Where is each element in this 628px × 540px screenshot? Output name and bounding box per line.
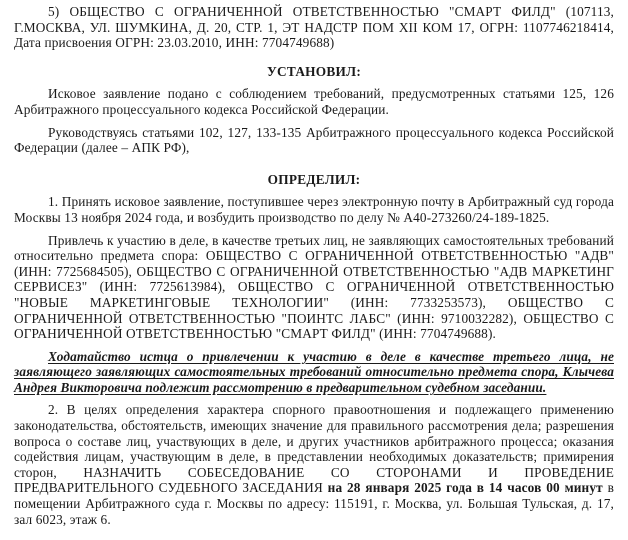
spacer (14, 342, 614, 349)
spacer (14, 187, 614, 194)
paragraph-guided-by: Руководствуясь статьями 102, 127, 133-135 Арбитражного процессуального кодекса Российской Федерации (далее – АПК РФ), (14, 124, 614, 156)
paragraph-item-2-suffix: в помещении Арбитражного суда г. Москвы по адресу: 115191, г. Москва, ул. Большая Тульская, д. 17, зал 6023, этаж 6. (14, 480, 614, 527)
paragraph-third-parties: Привлечь к участию в деле, в качестве третьих лиц, не заявляющих самостоятельных требований относительно предмета спора: ОБЩЕСТВО С ОГРАНИЧЕННОЙ ОТВЕТСТВЕННОСТЬЮ "АДВ" (ИНН: 7725684505), ОБЩЕСТВО С ОГРАНИЧЕННОЙ ОТВЕТСТВЕННОСТЬЮ "АДВ МАРКЕТИНГ СЕРВИСЕЗ" (ИНН: 7725613984), ОБЩЕСТВО С ОГРАНИЧЕННОЙ ОТВЕТСТВЕННОСТЬЮ "НОВЫЕ МАРКЕТИНГОВЫЕ ТЕХНОЛОГИИ" (ИНН: 7733253573), ОБЩЕСТВО С ОГРАНИЧЕННОЙ ОТВЕТСТВЕННОСТЬЮ "ПОИНТС ЛАБС" (ИНН: 9710032282), ОБЩЕСТВО С ОГРАНИЧЕННОЙ ОТВЕТСТВЕННОСТЬЮ "СМАРТ ФИЛД" (ИНН: 7704749688). (14, 232, 614, 342)
paragraph-item-2-prefix: 2. В целях определения характера спорного правоотношения и подлежащего применению законодательства, обстоятельств, имеющих значение для правильного рассмотрения дела; разрешения вопроса о составе лиц, участвующих в деле, и других участников арбитражного процесса; оказания содействия лицам, участвующим в деле, в представлении необходимых доказательств; примирения сторон, НАЗНАЧИТЬ СОБЕСЕДОВАНИЕ СО СТОРОНАМИ И ПРОВЕДЕНИЕ ПРЕДВАРИТЕЛЬНОГО СУДЕБНОГО ЗАСЕДАНИЯ (14, 402, 614, 496)
heading-ustanovil: УСТАНОВИЛ: (266, 63, 362, 79)
paragraph-item-1: 1. Принять исковое заявление, поступившее через электронную почту в Арбитражный суд города Москвы 13 ноября 2024 года, и возбудить производство по делу № А40-273260/24-189-1825. (14, 194, 614, 225)
paragraph-motion-emphasized: Ходатайство истца о привлечении к участию в деле в качестве третьего лица, не заявляющего заявляющих самостоятельных требований относительно предмета спора, Клычева Андрея Викторовича подлежит рассмотрению в предварительном судебном заседании. (14, 348, 614, 395)
spacer (14, 156, 614, 172)
spacer (14, 51, 614, 64)
heading-opredelil: ОПРЕДЕЛИЛ: (267, 171, 361, 187)
paragraph-item-2 (14, 402, 614, 527)
spacer (14, 395, 614, 402)
spacer (14, 226, 614, 233)
spacer (14, 118, 614, 125)
spacer (14, 79, 614, 86)
hearing-datetime: на 28 января 2025 года в 14 часов 00 минут (327, 480, 603, 496)
paragraph-party-item-5: 5) ОБЩЕСТВО С ОГРАНИЧЕННОЙ ОТВЕТСТВЕННОСТЬЮ "СМАРТ ФИЛД" (107113, Г.МОСКВА, УЛ. ШУМКИНА, Д. 20, СТР. 1, ЭТ НАДСТР ПОМ XII КОМ 17, ОГРН: 1107746218414, Дата присвоения ОГРН: 23.03.2010, ИНН: 7704749688) (14, 4, 614, 51)
paragraph-claim-filed: Исковое заявление подано с соблюдением требований, предусмотренных статьями 125, 126 Арбитражного процессуального кодекса Российской Федерации. (14, 86, 614, 117)
